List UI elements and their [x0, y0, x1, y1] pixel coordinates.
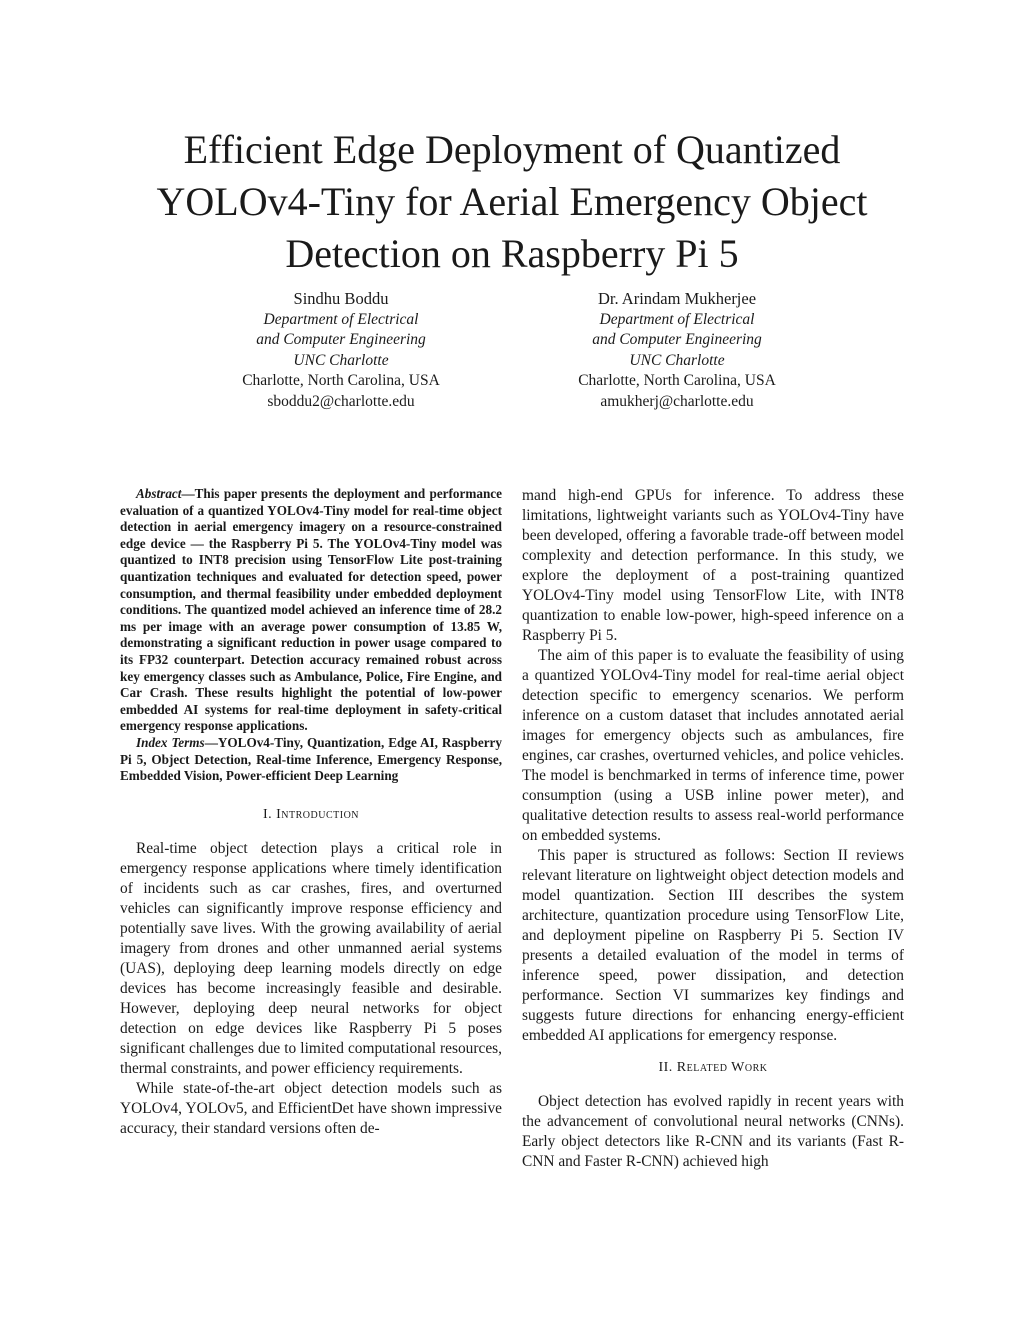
author-block-1 [181, 289, 501, 413]
intro-paragraph-1: Real-time object detection plays a critical role in emergency response applications where timely identification of incidents such as car crashes, fires, and overturned vehicles can significantly improve response efficiency and potentially save lives. With the growing availability of aerial imagery from drones and other unmanned aerial systems (UAS), deploying deep learning models directly on edge devices has become increasingly feasible and desirable. However, deploying deep neural networks for object detection on edge devices like Raspberry Pi 5 poses significant challenges due to limited computational resources, thermal constraints, and power efficiency requirements. [120, 839, 502, 1077]
author-institution: UNC Charlotte [629, 351, 725, 369]
abstract-text: —This paper presents the deployment and performance evaluation of a quantized YOLOv4-Tiny model for real-time object detection in aerial emergency imagery on a resource-constrained edge device — the Raspberry Pi 5. The YOLOv4-Tiny model was quantized to INT8 precision using TensorFlow Lite post-training quantization techniques and evaluated for detection speed, power consumption, and thermal feasibility under embedded deployment conditions. The quantized model achieved an inference time of 28.2 ms per image with an average power consumption of 13.85 W, demonstrating a significant reduction in power usage compared to its FP32 counterpart. Detection accuracy remained robust across key emergency classes such as Ambulance, Police, Fire Engine, and Car Crash. These results highlight the potential of low-power embedded AI systems for real-time deployment in safety-critical emergency response applications. [120, 486, 502, 734]
author-location: Charlotte, North Carolina, USA [242, 372, 440, 390]
author-department: Department of Electrical [263, 310, 419, 328]
index-terms-text: —YOLOv4-Tiny, Quantization, Edge AI, Raspberry Pi 5, Object Detection, Real-time Inference, Emergency Response, Embedded Vision, Power-efficient Deep Learning [120, 734, 502, 784]
author-department: and Computer Engineering [256, 331, 426, 349]
author-block-2 [517, 289, 837, 413]
left-column [120, 486, 502, 1139]
index-terms-label: Index Terms [136, 734, 205, 750]
author-department: and Computer Engineering [592, 331, 762, 349]
paper-title: Efficient Edge Deployment of Quantized YOLOv4-Tiny for Aerial Emergency Object Detection on Raspberry Pi 5 [156, 127, 868, 276]
author-email: amukherj@charlotte.edu [600, 392, 754, 410]
author-name: Dr. Arindam Mukherjee [597, 289, 757, 308]
abstract [120, 486, 502, 735]
index-terms [120, 735, 502, 785]
author-institution: UNC Charlotte [293, 351, 389, 369]
intro-paragraph-3: The aim of this paper is to evaluate the feasibility of using a quantized YOLOv4-Tiny model for real-time aerial object detection specific to emergency scenarios. We perform inference on a custom dataset that includes annotated aerial images for emergency objects such as ambulances, fire engines, car crashes, overturned vehicles, and police vehicles. The model is benchmarked in terms of inference time, power consumption (using a USB inline power meter), and qualitative detection results to assess real-world performance on embedded systems. [522, 647, 904, 844]
intro-paragraph-4: This paper is structured as follows: Section II reviews relevant literature on lightweight object detection models and model quantization. Section III describes the system architecture, quantization procedure using TensorFlow Lite, and deployment pipeline on Raspberry Pi 5. Section IV presents a detailed evaluation of the model in terms of inference speed, power dissipation, and detection performance. Section VI summarizes key findings and suggests future directions for enhancing energy-efficient embedded AI applications for emergency response. [522, 847, 904, 1044]
author-location: Charlotte, North Carolina, USA [578, 372, 776, 390]
intro-paragraph-2-start: While state-of-the-art object detection models such as YOLOv4, YOLOv5, and EfficientDet have shown impressive accuracy, their standard versions often de- [120, 1079, 502, 1137]
section-heading-introduction: I. Introduction [262, 806, 360, 822]
related-work-paragraph-1: Object detection has evolved rapidly in recent years with the advancement of convolutional neural networks (CNNs). Early object detectors like R-CNN and its variants (Fast R-CNN and Faster R-CNN) achieved high [522, 1093, 904, 1170]
intro-paragraph-2-continued: mand high-end GPUs for inference. To address these limitations, lightweight variants such as YOLOv4-Tiny have been developed, offering a favorable trade-off between model complexity and detection performance. In this study, we explore the deployment of a post-training quantized YOLOv4-Tiny model using TensorFlow Lite, with INT8 quantization to enable low-power, high-speed inference on a Raspberry Pi 5. [522, 487, 904, 644]
section-heading-related-work: II. Related Work [658, 1060, 768, 1075]
abstract-label: Abstract [136, 486, 182, 501]
right-column [522, 486, 904, 1172]
author-name: Sindhu Boddu [293, 289, 389, 308]
author-email: sboddu2@charlotte.edu [267, 392, 415, 410]
author-department: Department of Electrical [599, 310, 755, 328]
